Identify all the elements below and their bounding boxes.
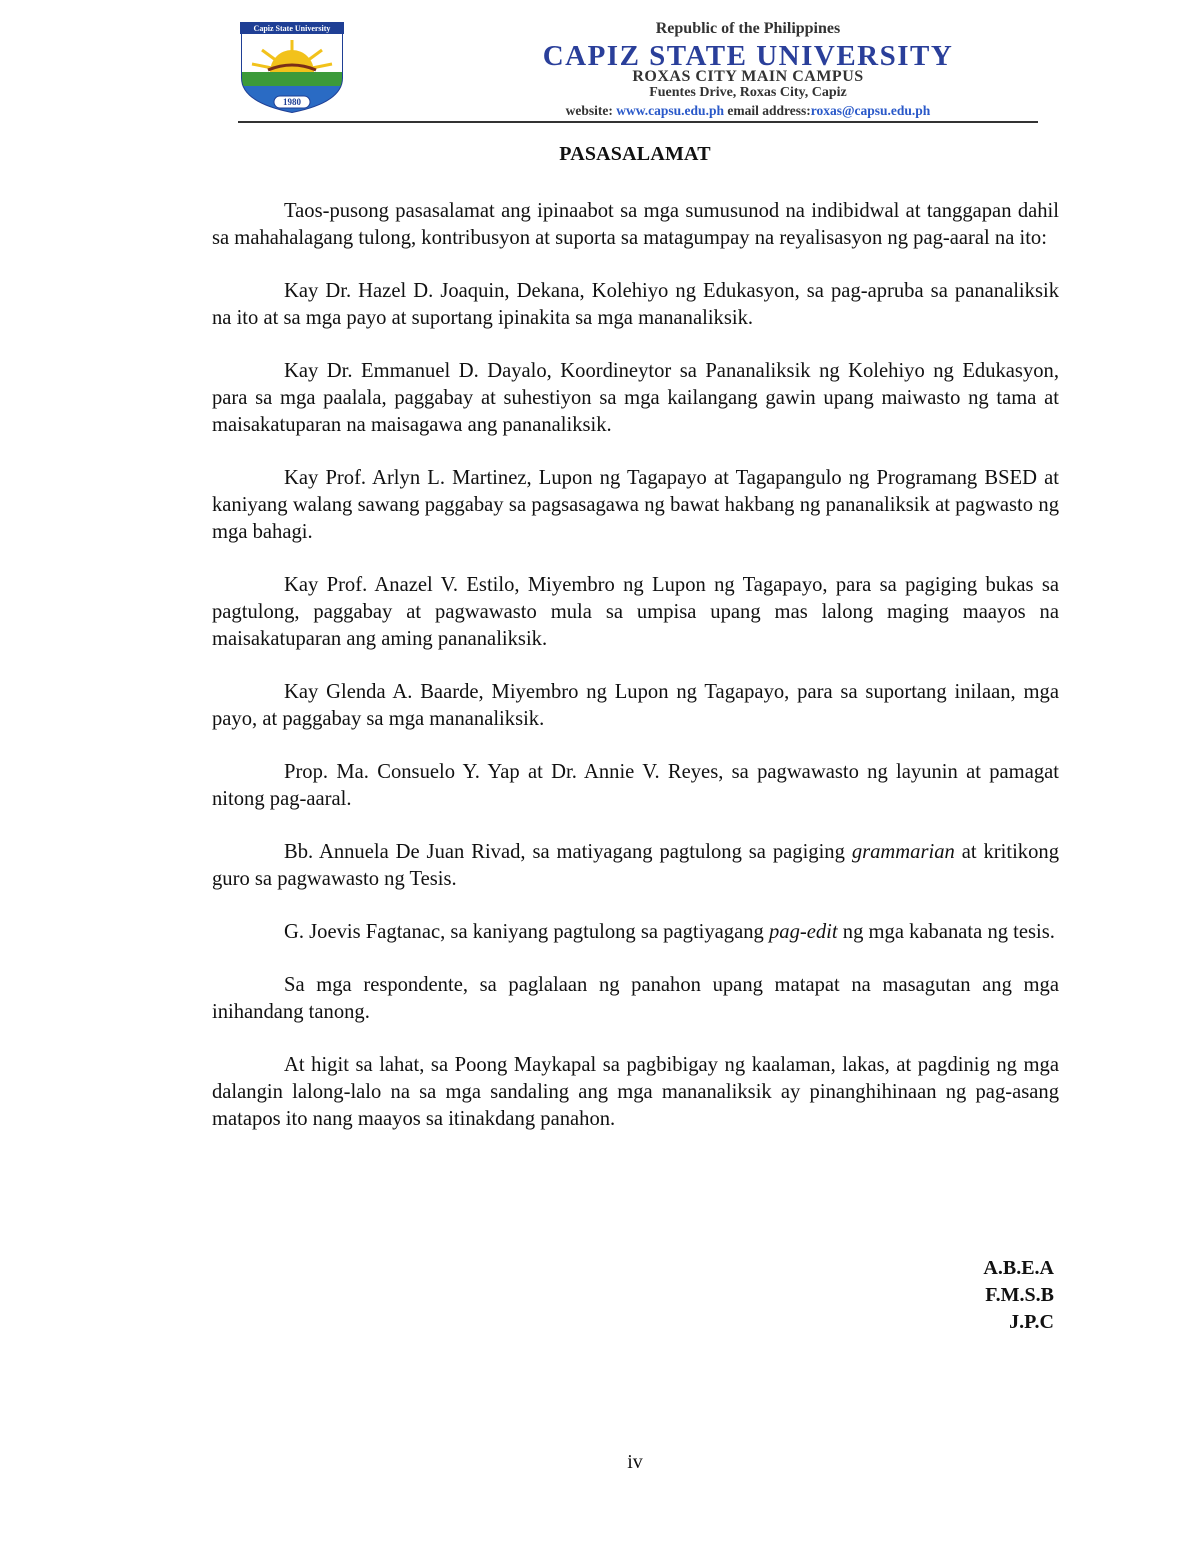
acknowledgment-body	[212, 198, 1059, 1159]
paragraph-text: Bb. Annuela De Juan Rivad, sa matiyagang pagtulong sa pagiging	[284, 841, 852, 863]
paragraph	[212, 919, 1059, 946]
email-label: email address:	[727, 103, 811, 118]
paragraph: Kay Glenda A. Baarde, Miyembro ng Lupon ng Tagapayo, para sa suportang inilaan, mga payo, at paggabay sa mga mananaliksik.	[212, 681, 1059, 730]
paragraph	[212, 839, 1059, 893]
page-number: iv	[627, 1451, 643, 1473]
paragraph: Kay Prof. Arlyn L. Martinez, Lupon ng Tagapayo at Tagapangulo ng Programang BSED at kaniyang walang sawang paggabay sa pagsasagawa ng bawat hakbang ng pananaliksik at pagwasto ng mga bahagi.	[212, 467, 1059, 543]
paragraph: Prop. Ma. Consuelo Y. Yap at Dr. Annie V. Reyes, sa pagwawasto ng layunin at pamagat nitong pag-aaral.	[212, 761, 1059, 810]
initials-line: A.B.E.A	[983, 1257, 1054, 1279]
campus-name: ROXAS CITY MAIN CAMPUS	[632, 68, 864, 85]
paragraph: At higit sa lahat, sa Poong Maykapal sa pagbibigay ng kaalaman, lakas, at pagdinig ng mga dalangin lalong-lalo na sa mga sandaling ang mga mananaliksik ay pinanghihinaan ng pag-asang matapos ito nang maayos sa itinakdang panahon.	[212, 1054, 1059, 1130]
republic-line: Republic of the Philippines	[655, 20, 841, 37]
paragraph-text: G. Joevis Fagtanac, sa kaniyang pagtulong sa pagtiyagang	[284, 921, 769, 943]
paragraph-italic: pag-edit	[768, 921, 838, 943]
paragraph-text: ng mga kabanata ng tesis.	[837, 921, 1055, 943]
initials-line: F.M.S.B	[985, 1284, 1054, 1306]
paragraph-text: at kritikong guro sa pagwawasto ng Tesis.	[212, 841, 1059, 890]
paragraph: Kay Dr. Hazel D. Joaquin, Dekana, Kolehiyo ng Edukasyon, sa pag-apruba sa pananaliksik na ito at sa mga payo at suportang ipinakita sa mga mananaliksik.	[212, 280, 1059, 329]
logo-banner-text: Capiz State University	[253, 24, 331, 33]
website-link[interactable]: www.capsu.edu.ph	[616, 103, 724, 118]
paragraph: Kay Prof. Anazel V. Estilo, Miyembro ng Lupon ng Tagapayo, para sa pagiging bukas sa pagtulong, paggabay at pagwawasto mula sa umpisa upang mas lalong maging maayos na maisakatuparan ang aming pananaliksik.	[212, 574, 1059, 650]
page-title: PASASALAMAT	[559, 143, 711, 165]
paragraph: Kay Dr. Emmanuel D. Dayalo, Koordineytor sa Pananaliksik ng Kolehiyo ng Edukasyon, para sa mga paalala, paggabay at suhestiyon sa mga kailangang gawin upang maiwasto ng tama at maisakatuparan na maisagawa ang pananaliksik.	[212, 360, 1059, 436]
logo-year: 1980	[283, 97, 301, 107]
capiz-state-university-seal-icon	[238, 20, 346, 114]
paragraph: Sa mga respondente, sa paglalaan ng panahon upang matapat na masagutan ang mga inihandang tanong.	[212, 974, 1059, 1023]
paragraph-italic: grammarian	[851, 841, 955, 863]
contact-line	[458, 104, 1038, 118]
university-name: CAPIZ STATE UNIVERSITY	[542, 40, 954, 72]
email-link[interactable]: roxas@capsu.edu.ph	[810, 103, 931, 118]
paragraph: Taos-pusong pasasalamat ang ipinaabot sa mga sumusunod na indibidwal at tanggapan dahil sa mahahalagang tulong, kontribusyon at suporta sa matagumpay na reyalisasyon ng pag-aaral na ito:	[212, 200, 1059, 249]
initials-line: J.P.C	[1009, 1311, 1054, 1333]
website-label: website:	[565, 103, 613, 118]
header-divider	[238, 121, 1038, 123]
author-initials	[900, 1255, 1054, 1336]
campus-address: Fuentes Drive, Roxas City, Capiz	[649, 85, 847, 100]
letterhead	[238, 18, 1038, 126]
